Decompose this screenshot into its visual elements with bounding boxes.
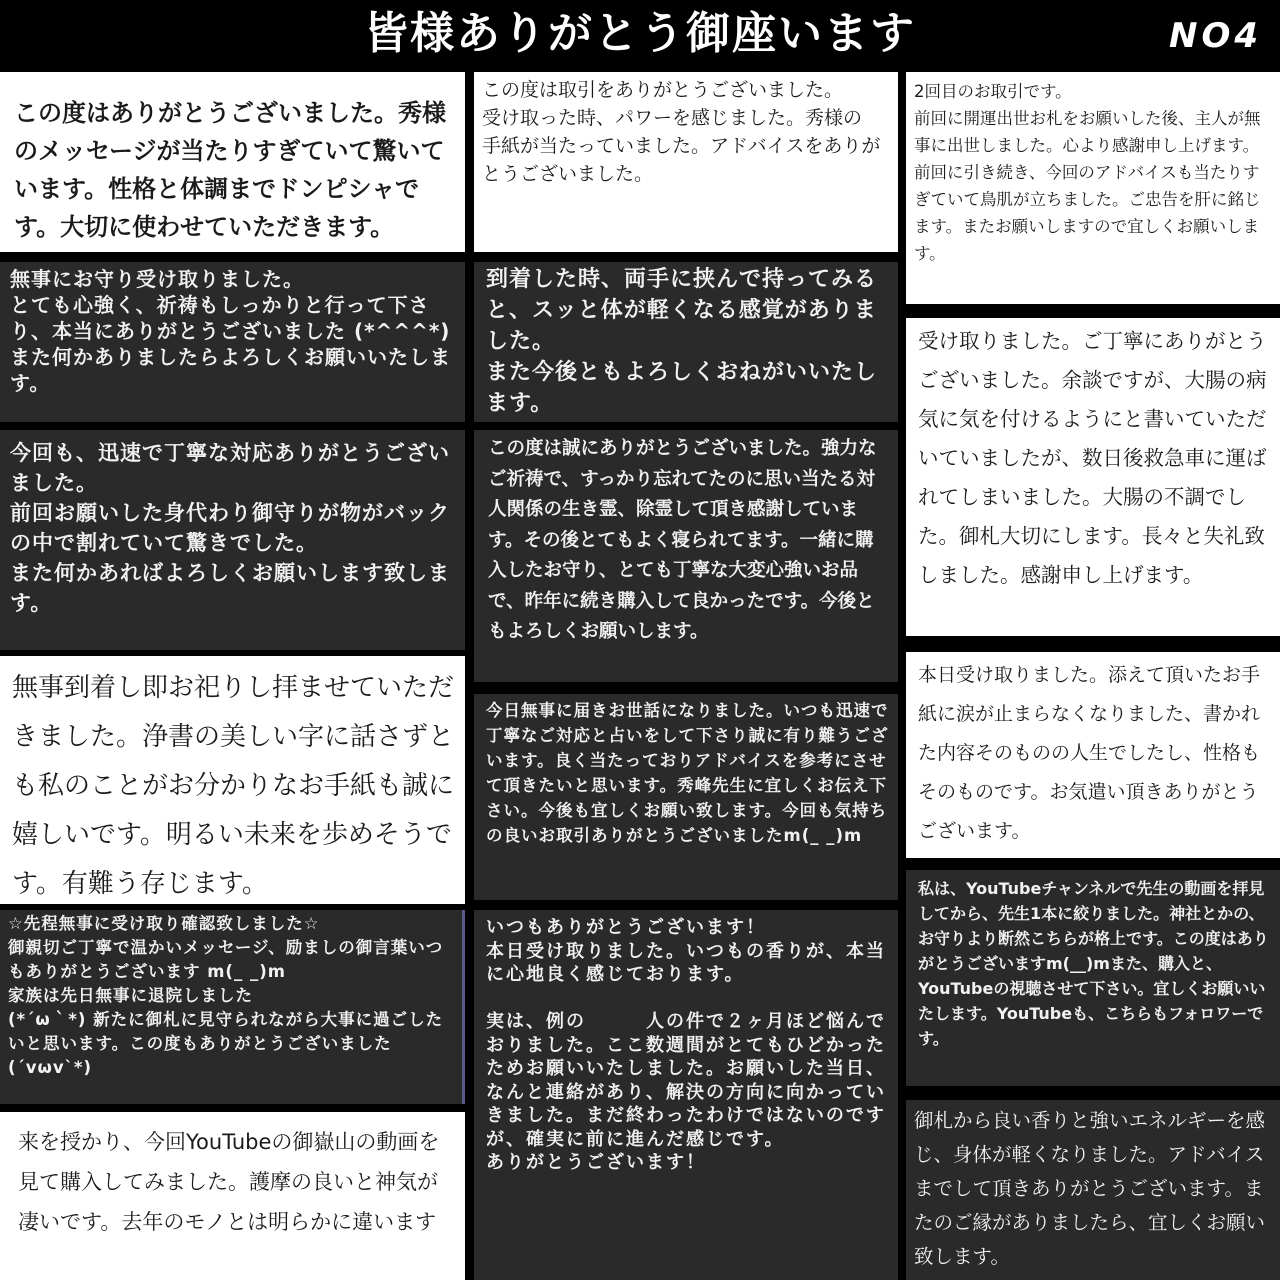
review-card bbox=[906, 1100, 1280, 1280]
review-card bbox=[0, 1112, 465, 1280]
review-text: 到着した時、両手に挟んで持ってみると、スッと体が軽くなる感覚がありました。 また今後ともよろしくおねがいいたします。 bbox=[486, 267, 878, 416]
review-card bbox=[0, 430, 465, 650]
header-bar bbox=[0, 0, 1280, 68]
page-title: 皆様ありがとう御座います bbox=[364, 8, 916, 59]
review-card bbox=[906, 72, 1280, 304]
review-card bbox=[0, 656, 465, 904]
page-number: NO4 bbox=[1168, 16, 1262, 56]
review-text: 無事到着し即お祀りし拝ませていただきました。浄書の美しい字に話さずとも私のことがお分かりなお手紙も誠に嬉しいです。明るい未来を歩めそうです。有難う存じます。 bbox=[12, 673, 455, 899]
review-text: いつもありがとうございます！ 本日受け取りました。いつもの香りが、本当に心地良く感じております。 実は、例の 人の件で２ヶ月ほど悩んでおりました。ここ数週間がとてもひどかったためお願いいたしました。お願いした当日、なんと連絡があり、解決の方向に向かっていきました。まだ終わったわけではないのですが、確実に前に進んだ感じです。 ありがとうございます！ bbox=[486, 917, 886, 1173]
review-text: 御札から良い香りと強いエネルギーを感じ、身体が軽くなりました。アドバイスまでして頂きありがとうございます。またのご縁がありましたら、宜しくお願い致します。 bbox=[914, 1109, 1266, 1268]
review-text: この度は誠にありがとうございました。強力なご祈祷で、すっかり忘れてたのに思い当たる対人関係の生き霊、除霊して頂き感謝しています。その後とてもよく寝られてます。一緒に購入したお守り、とても丁寧な大変心強いお品で、昨年に続き購入して良かったです。今後ともよろしくお願いします。 bbox=[488, 438, 877, 642]
review-card bbox=[0, 910, 465, 1104]
review-card bbox=[474, 694, 898, 900]
review-card bbox=[474, 430, 898, 682]
review-text: 2回目のお取引です。 前回に開運出世お札をお願いした後、主人が無事に出世しました。心より感謝申し上げます。 前回に引き続き、今回のアドバイスも当たりすぎていて鳥肌が立ちました。ご忠告を肝に銘じます。またお願いしますので宜しくお願いします。 bbox=[914, 82, 1261, 263]
review-text: 受け取りました。ご丁寧にありがとうございました。余談ですが、大腸の病気に気を付けるようにと書いていただいていましたが、数日後救急車に運ばれてしまいました。大腸の不調でした。御札大切にします。長々と失礼致しました。感謝申し上げます。 bbox=[918, 329, 1267, 587]
review-text: 無事にお守り受け取りました。 とても心強く、祈祷もしっかりと行って下さり、本当にありがとうございました (*^^^*) また何かありましたらよろしくお願いいたします。 bbox=[10, 267, 451, 395]
review-card bbox=[906, 870, 1280, 1086]
review-card bbox=[906, 318, 1280, 636]
review-card bbox=[474, 262, 898, 422]
review-text: ☆先程無事に受け取り確認致しました☆ 御親切ご丁寧で温かいメッセージ、励ましの御言葉いつもありがとうございます m(_ _)m 家族は先日無事に退院しました (*´ω｀*) 新たに御札に見守られながら大事に過ごしたいと思います。この度もありがとうございました (´vωv`*) bbox=[8, 914, 444, 1077]
review-text: 今日無事に届きお世話になりました。いつも迅速で丁寧なご対応と占いをして下さり誠に有り難うございます。良く当たっておりアドバイスを参考にさせて頂きたいと思います。秀峰先生に宜しくお伝え下さい。今後も宜しくお願い致します。今回も気持ちの良いお取引ありがとうございましたm(_ _)m bbox=[486, 701, 889, 845]
review-text: 今回も、迅速で丁寧な対応ありがとうございました。 前回お願いした身代わり御守りが物がバックの中で割れていて驚きでした。 また何かあればよろしくお願いします致します。 bbox=[10, 441, 450, 615]
review-text: この度は取引をありがとうございました。 受け取った時、パワーを感じました。秀様の 手紙が当たっていました。アドバイスをありがとうございました。 bbox=[482, 79, 881, 185]
review-text: この度はありがとうございました。秀様のメッセージが当たりすぎていて驚いています。性格と体調までドンピシャです。大切に使わせていただきます。 bbox=[14, 99, 446, 241]
review-card bbox=[906, 652, 1280, 858]
review-card bbox=[0, 72, 465, 252]
review-text: 本日受け取りました。添えて頂いたお手紙に涙が止まらなくなりました、書かれた内容そのものの人生でしたし、性格もそのものです。お気遣い頂きありがとうございます。 bbox=[918, 664, 1261, 842]
review-card bbox=[474, 910, 898, 1280]
review-text: 私は、YouTubeチャンネルで先生の動画を拝見してから、先生1本に絞りました。神社とかの、お守りより断然こちらが格上です。この度はありがとうございますm(__)mまた、購入と、YouTubeの視聴させて下さい。宜しくお願いいたします。YouTubeも、こちらもフォロワーです。 bbox=[918, 879, 1269, 1048]
review-text: 来を授かり、今回YouTubeの御嶽山の動画を見て購入してみました。護摩の良いと神気が凄いです。去年のモノとは明らかに違います bbox=[18, 1130, 440, 1234]
review-card bbox=[0, 262, 465, 422]
review-card bbox=[474, 72, 898, 252]
